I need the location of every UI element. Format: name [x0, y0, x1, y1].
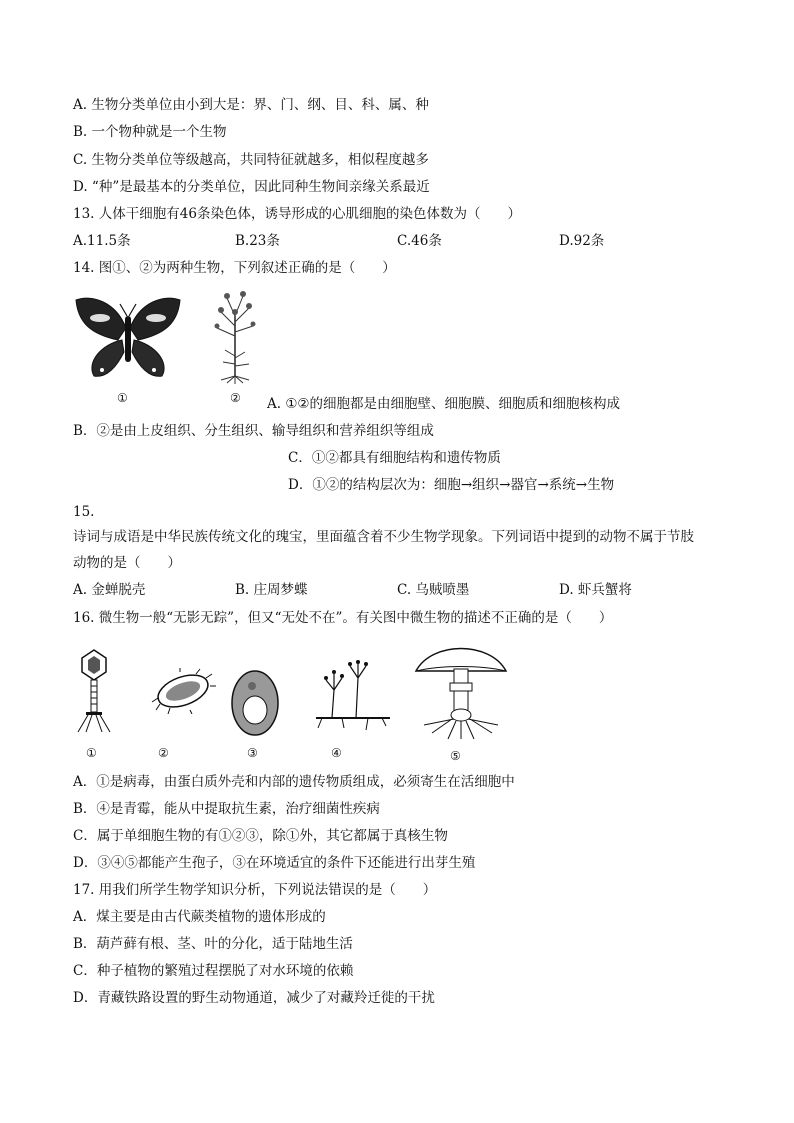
- q13-option-c: C.46条: [397, 233, 442, 249]
- q13-option-a: A.11.5条: [73, 233, 131, 249]
- q14-option-b: B．②是由上皮组织、分生组织、输导组织和营养组织等组成: [73, 423, 434, 439]
- q16-fig-label-1: ①: [86, 746, 97, 760]
- q14-option-c: C．①②都具有细胞结构和遗传物质: [288, 450, 501, 466]
- q14-option-a: A. ①②的细胞都是由细胞壁、细胞膜、细胞质和细胞核构成: [267, 396, 621, 412]
- q14-fig-label-1: ①: [117, 391, 128, 405]
- butterfly-figure: [72, 292, 184, 384]
- q15-number: 15.: [73, 504, 95, 520]
- q17-option-c: C．种子植物的繁殖过程摆脱了对水环境的依赖: [73, 963, 354, 979]
- q14-option-d: D．①②的结构层次为：细胞→组织→器官→系统→生物: [288, 477, 615, 493]
- q13-option-b: B.23条: [235, 233, 280, 249]
- q15-option-b: B. 庄周梦蝶: [235, 582, 308, 598]
- virus-figure: [74, 648, 114, 734]
- q16-option-b: B．④是青霉，能从中提取抗生素，治疗细菌性疾病: [73, 801, 380, 817]
- yeast-figure: [228, 668, 282, 738]
- q16-option-d: D．③④⑤都能产生孢子，③在环境适宜的条件下还能进行出芽生殖: [73, 855, 476, 871]
- q17-option-a: A．煤主要是由古代蕨类植物的遗体形成的: [73, 909, 326, 925]
- q12-option-a: A. 生物分类单位由小到大是：界、门、纲、目、科、属、种: [73, 97, 429, 113]
- q17-option-d: D．青藏铁路设置的野生动物通道，减少了对藏羚迁徙的干扰: [73, 990, 435, 1006]
- q15-option-d: D. 虾兵蟹将: [559, 582, 632, 598]
- q16-fig-label-5: ⑤: [450, 749, 461, 763]
- q13-options: [73, 231, 733, 251]
- q16-stem: 16. 微生物一般“无影无踪”，但又“无处不在”。有关图中微生物的描述不正确的是（ ）: [73, 610, 613, 626]
- q16-fig-label-2: ②: [158, 746, 169, 760]
- q14-fig-label-2: ②: [230, 391, 241, 405]
- plant-figure: [205, 286, 265, 384]
- q15-option-a: A. 金蝉脱壳: [73, 582, 146, 598]
- q12-option-d: D. “种”是最基本的分类单位，因此同种生物间亲缘关系最近: [73, 179, 430, 195]
- q12-option-b: B. 一个物种就是一个生物: [73, 124, 227, 140]
- q17-option-b: B．葫芦藓有根、茎、叶的分化，适于陆地生活: [73, 936, 353, 952]
- q16-fig-label-3: ③: [247, 746, 258, 760]
- q13-stem: 13. 人体干细胞有46条染色体，诱导形成的心肌细胞的染色体数为（ ）: [73, 206, 521, 222]
- q16-fig-label-4: ④: [331, 746, 342, 760]
- penicillium-figure: [312, 660, 394, 732]
- q16-option-c: C．属于单细胞生物的有①②③，除①外，其它都属于真核生物: [73, 828, 448, 844]
- bacterium-figure: [150, 668, 216, 714]
- q15-option-c: C. 乌贼喷墨: [397, 582, 470, 598]
- q15-stem-line1: 诗词与成语是中华民族传统文化的瑰宝，里面蕴含着不少生物学现象。下列词语中提到的动物不属于节肢: [73, 529, 694, 545]
- q17-stem: 17. 用我们所学生物学知识分析，下列说法错误的是（ ）: [73, 882, 437, 898]
- mushroom-figure: [412, 633, 510, 741]
- q15-options: [73, 580, 733, 600]
- q16-option-a: A．①是病毒，由蛋白质外壳和内部的遗传物质组成，必须寄生在活细胞中: [73, 774, 515, 790]
- q13-option-d: D.92条: [559, 233, 605, 249]
- q14-stem: 14. 图①、②为两种生物，下列叙述正确的是（ ）: [73, 260, 396, 276]
- q15-stem-line2: 动物的是（ ）: [73, 555, 181, 571]
- q12-option-c: C. 生物分类单位等级越高，共同特征就越多，相似程度越多: [73, 152, 429, 168]
